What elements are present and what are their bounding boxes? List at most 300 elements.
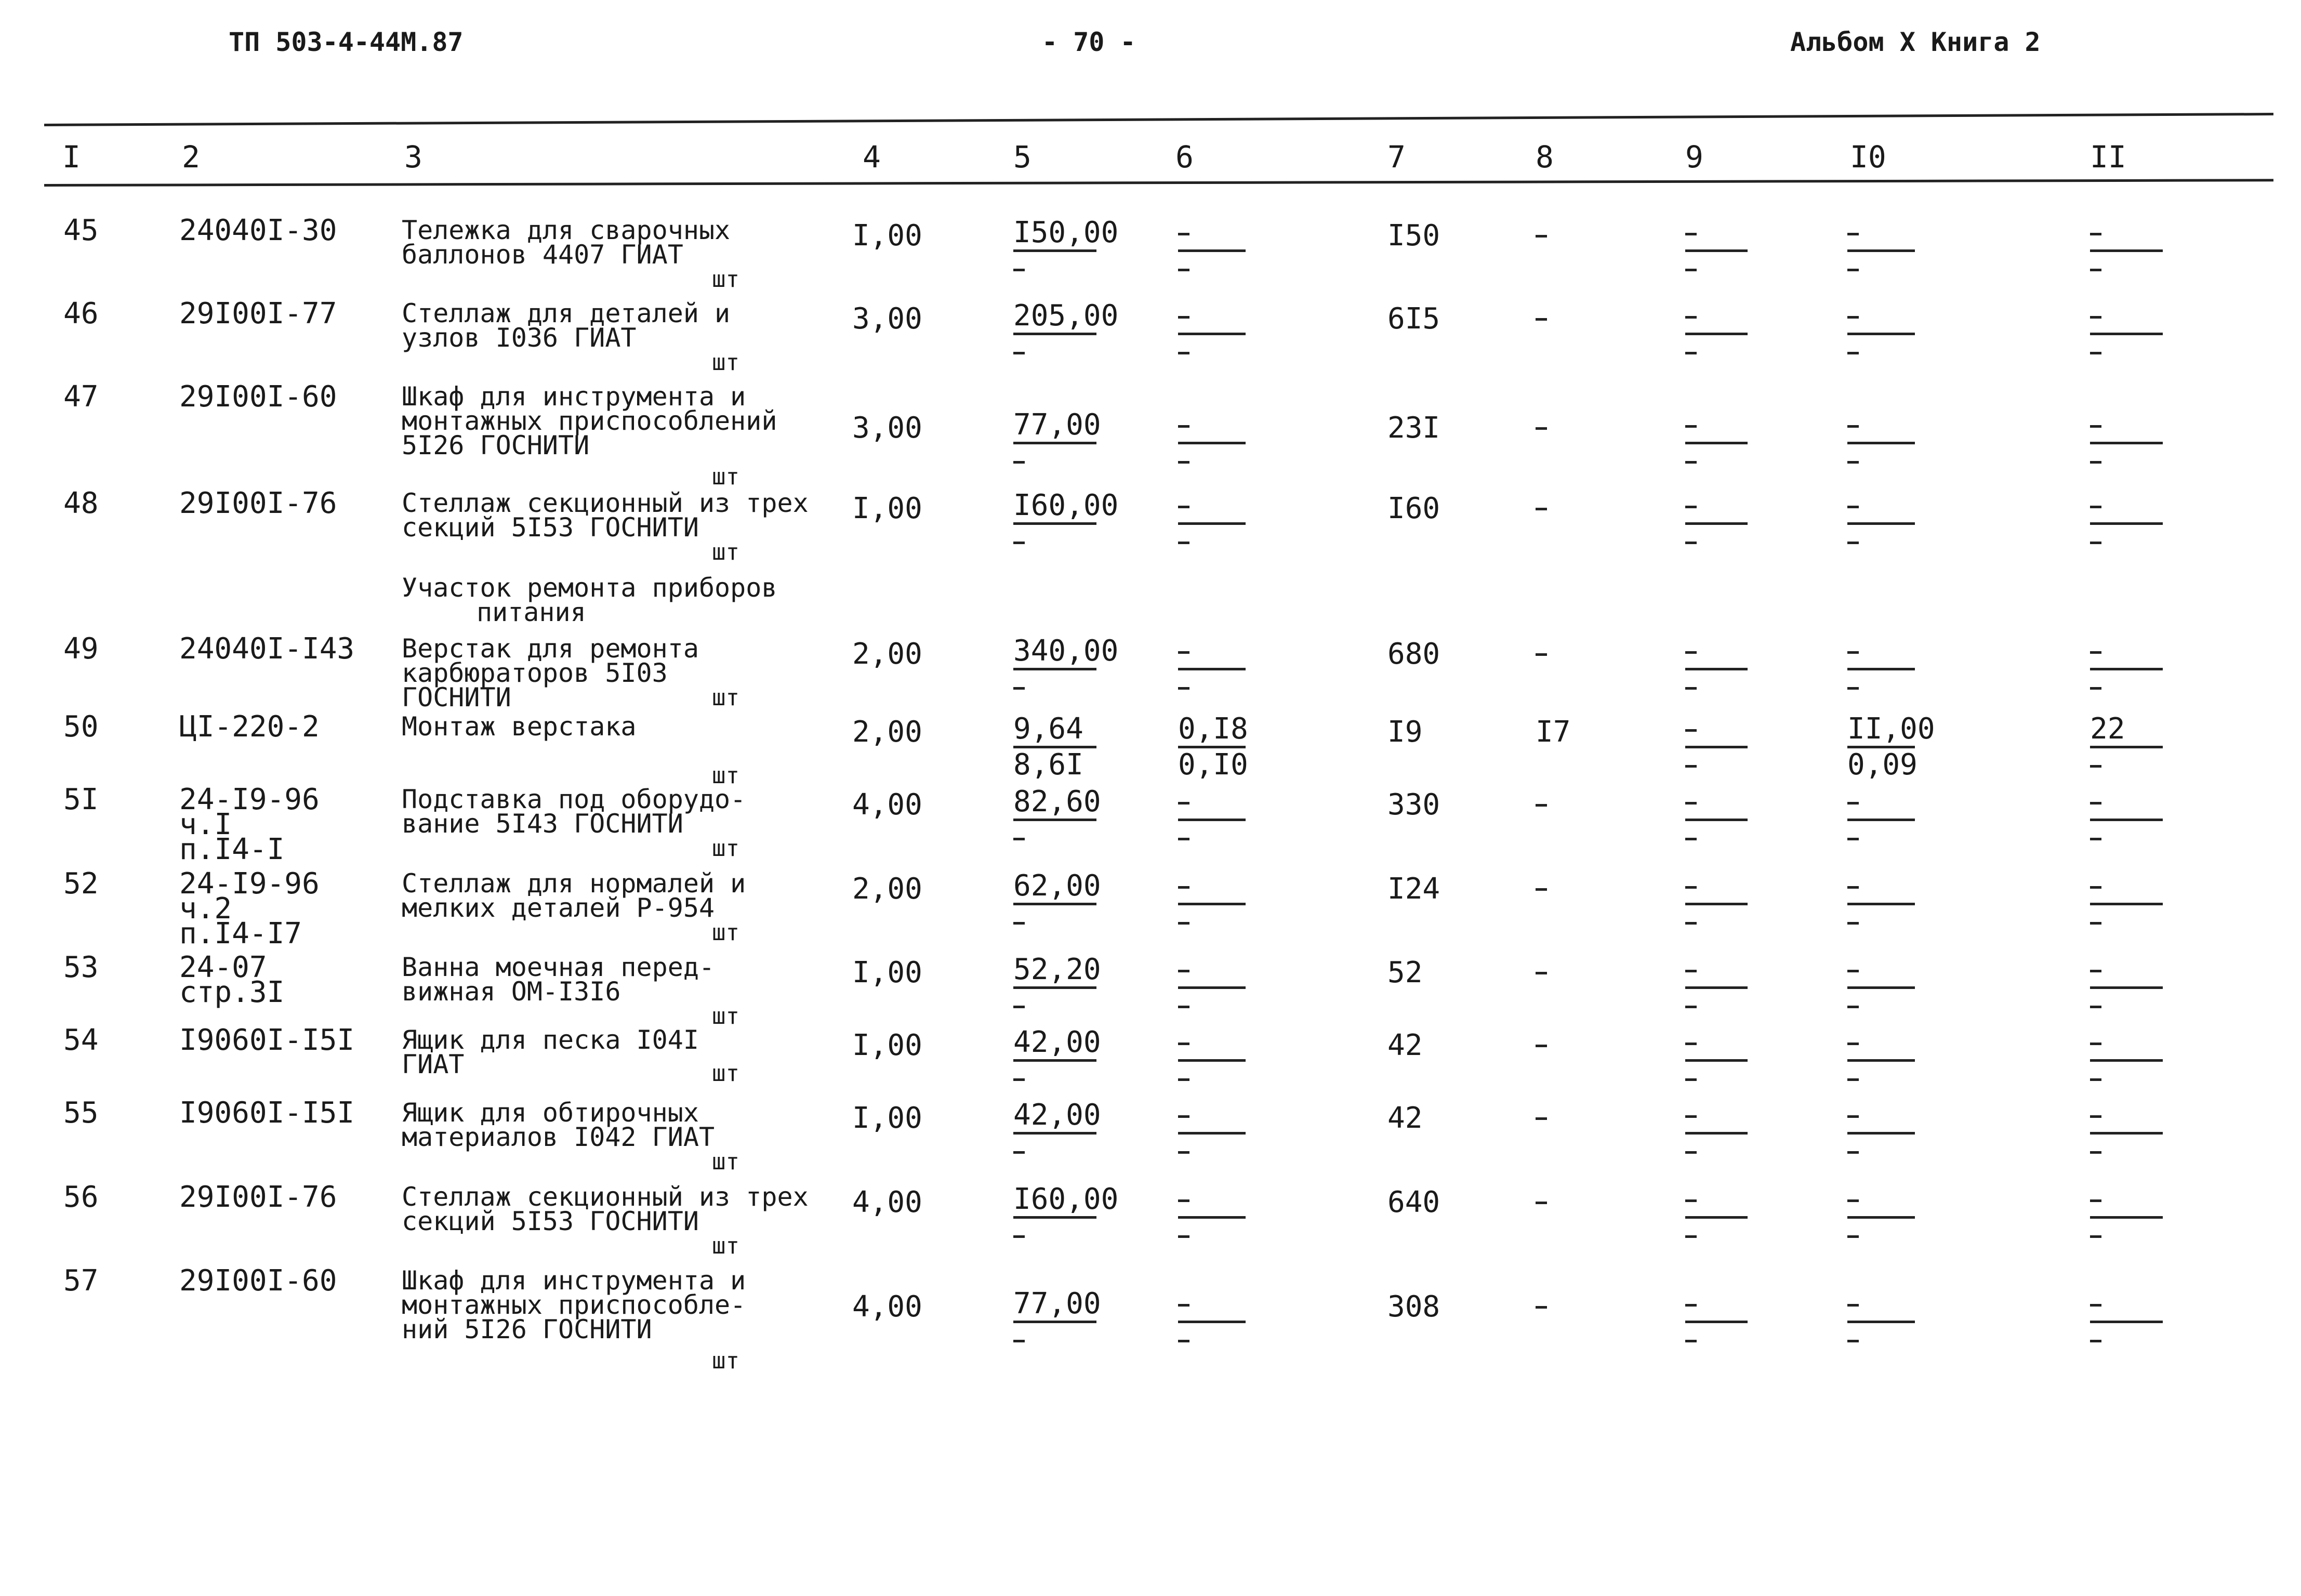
unit-price [1013,712,1096,782]
dash-mark [1685,1006,1697,1008]
dash-mark [1536,972,1547,974]
column-6-value-denominator [1178,335,1246,365]
total-cost: 6I5 [1387,302,1440,336]
column-8-value [1536,793,1547,795]
quantity: I,00 [852,219,922,253]
quantity: I,00 [852,1028,922,1062]
dash-mark [1013,352,1025,354]
table-header-rule [44,179,2273,187]
column-9-value [1685,218,1748,282]
dash-mark [1178,886,1189,889]
dash-mark [1847,1340,1859,1342]
dash-mark [1847,425,1859,428]
column-10-value-denominator [1847,989,1915,1019]
column-10-value-numerator [1847,872,1915,905]
section-title-line: Участок ремонта приборов [402,573,777,603]
item-name [402,1025,699,1079]
section-title [402,573,777,627]
unit-label: шт [712,266,739,293]
column-11-value-denominator [2090,1135,2163,1165]
unit-price [1013,1098,1101,1165]
catalog-code-line: ЦI-220-2 [179,710,320,744]
column-6-value-denominator [1178,1219,1246,1249]
item-name [402,1098,715,1152]
dash-mark [1178,1199,1189,1202]
item-name-line: Стеллаж секционный из трех [402,488,809,518]
dash-mark [1847,886,1859,889]
dash-mark [1685,838,1697,840]
column-9-value-numerator [1685,637,1748,670]
column-11-value [2090,491,2163,555]
dash-mark [1536,1202,1547,1204]
catalog-code [179,1264,337,1298]
catalog-code [179,1180,337,1214]
column-8-value: I7 [1536,715,1571,749]
dash-mark [1685,886,1697,889]
column-10-value [1847,1185,1915,1249]
column-11-value-numerator [2090,301,2163,335]
row-number: 57 [63,1264,99,1298]
unit-price-denominator [1013,252,1096,282]
item-name-line: монтажных приспособлений [402,406,777,436]
column-8-value [1536,1033,1547,1036]
column-10-value [1847,955,1915,1019]
column-11-value [2090,637,2163,701]
dash-mark [1685,1304,1697,1307]
column-header-8: 8 [1536,139,1554,175]
dash-mark [1013,269,1025,271]
column-11-value [2090,411,2163,474]
column-header-5: 5 [1013,139,1032,175]
row-number: 50 [63,710,99,744]
column-10-value [1847,637,1915,701]
unit-label: шт [712,464,739,490]
dash-mark [1178,506,1189,508]
dash-mark [2090,269,2101,271]
dash-mark [1685,1199,1697,1202]
item-name-line: Верстак для ремонта [402,634,699,664]
dash-mark [1847,233,1859,235]
unit-price [1013,634,1119,701]
column-8-value [1536,877,1547,879]
column-9-value-numerator [1685,1185,1748,1219]
column-10-value [1847,218,1915,282]
dash-mark [1178,1115,1189,1118]
column-6-value-numerator [1178,218,1246,252]
row-number: 56 [63,1180,99,1214]
dash-mark [1178,352,1189,354]
item-name [402,711,637,742]
dash-mark [1178,316,1189,319]
dash-mark [1847,1235,1859,1238]
quantity: 2,00 [852,715,922,749]
column-6-value-numerator [1178,955,1246,989]
column-6-value-denominator [1178,525,1246,555]
column-11-value-denominator [2090,252,2163,282]
column-11-value-numerator [2090,955,2163,989]
column-6-value-numerator [1178,637,1246,670]
column-10-value-numerator [1847,1185,1915,1219]
column-11-value-denominator [2090,525,2163,555]
unit-label: шт [712,1003,739,1030]
column-6-value-numerator [1178,301,1246,335]
dash-mark [1536,318,1547,321]
dash-mark [2090,1235,2101,1238]
column-9-value-numerator [1685,787,1748,821]
column-6-value-denominator [1178,905,1246,935]
row-number: 45 [63,214,99,247]
quantity: I,00 [852,492,922,525]
dash-mark [2090,970,2101,972]
unit-label: шт [712,1060,739,1087]
column-10-value-numerator [1847,411,1915,444]
column-9-value [1685,955,1748,1019]
dash-mark [1847,651,1859,654]
quantity: 4,00 [852,1185,922,1219]
dash-mark [1685,506,1697,508]
page-number: - 70 - [1042,27,1136,57]
dash-mark [1685,1235,1697,1238]
column-9-value-numerator [1685,1028,1748,1062]
unit-price [1013,1182,1119,1249]
item-name-line: Стеллаж секционный из трех [402,1182,809,1212]
row-number: 55 [63,1096,99,1130]
dash-mark [2090,352,2101,354]
column-9-value-numerator [1685,491,1748,525]
column-6-value-denominator [1178,1323,1246,1353]
column-9-value [1685,787,1748,851]
row-number: 46 [63,297,99,331]
row-number: 5I [63,783,99,816]
catalog-code-line: 29I00I-77 [179,297,337,331]
dash-mark [1685,1078,1697,1081]
unit-price-denominator [1013,444,1096,474]
item-name [402,784,746,839]
dash-mark [2090,1304,2101,1307]
column-10-value [1847,712,1935,782]
column-11-value-denominator [2090,905,2163,935]
dash-mark [2090,886,2101,889]
column-6-value-numerator [1178,1028,1246,1062]
dash-mark [1013,838,1025,840]
column-10-value-denominator [1847,1323,1915,1353]
total-cost: I50 [1387,219,1440,253]
item-name [402,1182,809,1236]
item-name-line: вижная ОМ-I3I6 [402,977,621,1007]
column-6-value-numerator [1178,1289,1246,1323]
row-number: 49 [63,632,99,666]
item-name [402,488,809,543]
dash-mark [1847,1151,1859,1154]
column-10-value-denominator [1847,821,1915,851]
unit-price-denominator [1013,905,1096,935]
dash-mark [2090,802,2101,804]
total-cost: I9 [1387,715,1423,749]
item-name [402,1265,746,1344]
dash-mark [1847,542,1859,544]
column-6-value [1178,955,1246,1019]
unit-price [1013,299,1119,365]
column-8-value [1536,307,1547,309]
dash-mark [1685,1340,1697,1342]
column-6-value [1178,1289,1246,1353]
unit-price [1013,489,1119,555]
unit-label: шт [712,684,739,711]
dash-mark [2090,461,2101,464]
dash-mark [1178,425,1189,428]
item-name-line: Ящик для обтирочных [402,1098,699,1128]
column-10-value-denominator: 0,09 [1847,748,1917,782]
dash-mark [1536,653,1547,656]
dash-mark [2090,1115,2101,1118]
column-6-value [1178,301,1246,365]
column-11-value-numerator [2090,411,2163,444]
column-9-value-numerator [1685,955,1748,989]
dash-mark [2090,765,2101,768]
unit-price-denominator [1013,525,1096,555]
column-9-value-denominator [1685,1219,1748,1249]
unit-price-denominator [1013,989,1096,1019]
dash-mark [1847,269,1859,271]
dash-mark [1178,838,1189,840]
column-11-value-denominator [2090,335,2163,365]
column-8-value [1536,1106,1547,1109]
catalog-code-line: I9060I-I5I [179,1023,355,1057]
item-name-line: секций 5I53 ГОСНИТИ [402,512,699,543]
column-9-value-denominator [1685,1062,1748,1092]
total-cost: 52 [1387,956,1423,990]
column-9-value-denominator [1685,748,1748,779]
catalog-code-line: 29I00I-60 [179,1264,337,1298]
dash-mark [2090,1078,2101,1081]
item-name-line: вание 5I43 ГОСНИТИ [402,809,683,839]
dash-mark [1685,687,1697,690]
unit-price [1013,869,1101,935]
total-cost: 42 [1387,1028,1423,1062]
dash-mark [1178,651,1189,654]
unit-price-denominator [1013,1219,1096,1249]
catalog-code-line: стр.3I [179,975,285,1009]
column-11-value [2090,712,2163,779]
unit-price-numerator: 77,00 [1013,411,1096,444]
dash-mark [1178,1078,1189,1081]
dash-mark [1685,461,1697,464]
column-10-value-numerator: II,00 [1847,715,1915,748]
column-6-value [1178,637,1246,701]
column-9-value-denominator [1685,335,1748,365]
dash-mark [1536,1306,1547,1309]
dash-mark [1178,922,1189,925]
column-11-value [2090,218,2163,282]
dash-mark [2090,838,2101,840]
column-10-value [1847,1289,1915,1353]
row-number: 47 [63,380,99,414]
column-11-value [2090,1028,2163,1092]
column-6-value-numerator [1178,1101,1246,1135]
dash-mark [1178,802,1189,804]
column-10-value-denominator [1847,1062,1915,1092]
dash-mark [1685,269,1697,271]
item-name-line: ГОСНИТИ [402,682,511,713]
unit-price-numerator: 205,00 [1013,301,1096,335]
column-10-value-numerator [1847,955,1915,989]
dash-mark [2090,316,2101,319]
column-6-value-numerator [1178,1185,1246,1219]
column-9-value [1685,301,1748,365]
catalog-code-line: 29I00I-76 [179,1180,337,1214]
unit-label: шт [712,1233,739,1259]
unit-price-numerator: 52,20 [1013,955,1096,989]
item-name-line: материалов I042 ГИАТ [402,1122,715,1152]
dash-mark [1178,1304,1189,1307]
column-10-value-numerator [1847,787,1915,821]
dash-mark [1013,922,1025,925]
catalog-code [179,486,337,520]
dash-mark [1685,802,1697,804]
dash-mark [2090,1340,2101,1342]
dash-mark [1536,888,1547,891]
column-6-value-denominator [1178,252,1246,282]
dash-mark [1178,1043,1189,1045]
column-6-value [1178,872,1246,935]
item-name-line: Тележка для сварочных [402,215,731,245]
catalog-code [179,867,320,951]
unit-price [1013,1025,1101,1092]
dash-mark [1847,316,1859,319]
column-8-value [1536,642,1547,644]
catalog-code [179,783,320,866]
dash-mark [1536,1045,1547,1047]
dash-mark [1178,1006,1189,1008]
column-10-value-denominator [1847,905,1915,935]
dash-mark [1178,970,1189,972]
column-9-value-numerator [1685,715,1748,748]
dash-mark [1847,970,1859,972]
column-8-value [1536,496,1547,499]
item-name-line: секций 5I53 ГОСНИТИ [402,1206,699,1236]
quantity: 2,00 [852,872,922,906]
item-name-line: баллонов 4407 ГИАТ [402,240,683,270]
total-cost: I60 [1387,492,1440,525]
item-name-line: узлов I036 ГИАТ [402,323,637,353]
total-cost: I24 [1387,872,1440,906]
catalog-code [179,951,285,1009]
column-6-value [1178,1028,1246,1092]
document-code: ТП 503-4-44М.87 [229,27,464,57]
unit-label: шт [712,1149,739,1175]
dash-mark [1685,233,1697,235]
column-10-value-numerator [1847,1028,1915,1062]
unit-price-numerator: 42,00 [1013,1101,1096,1135]
catalog-code [179,1096,355,1130]
dash-mark [1847,1304,1859,1307]
dash-mark [1536,804,1547,807]
quantity: 3,00 [852,411,922,445]
column-6-value-denominator [1178,1135,1246,1165]
column-9-value-denominator [1685,905,1748,935]
column-6-value [1178,411,1246,474]
catalog-code [179,297,337,331]
column-6-value [1178,712,1248,782]
column-6-value-numerator [1178,787,1246,821]
catalog-code-line: 24-07 [179,951,267,984]
unit-price [1013,953,1101,1019]
dash-mark [2090,1043,2101,1045]
unit-price-numerator: I50,00 [1013,218,1096,252]
column-11-value-numerator [2090,1028,2163,1062]
unit-price-denominator [1013,670,1096,701]
unit-price [1013,1287,1101,1353]
dash-mark [1013,1340,1025,1342]
album-label: Альбом X Книга 2 [1790,27,2041,57]
column-11-value-numerator [2090,218,2163,252]
column-9-value [1685,872,1748,935]
unit-price-numerator: 62,00 [1013,872,1096,905]
column-6-value-numerator [1178,872,1246,905]
column-11-value-numerator [2090,1101,2163,1135]
column-11-value [2090,787,2163,851]
dash-mark [1847,1043,1859,1045]
dash-mark [1013,1151,1025,1154]
total-cost: 23I [1387,411,1440,445]
column-9-value-numerator [1685,1101,1748,1135]
column-10-value-numerator [1847,1289,1915,1323]
item-name [402,868,746,923]
dash-mark [2090,1199,2101,1202]
quantity: I,00 [852,1101,922,1135]
dash-mark [2090,1151,2101,1154]
column-9-value [1685,637,1748,701]
item-name [402,298,731,353]
catalog-code [179,632,355,666]
unit-price [1013,216,1119,282]
dash-mark [1847,802,1859,804]
catalog-code-line: 24040I-I43 [179,632,355,666]
dash-mark [2090,506,2101,508]
row-number: 48 [63,486,99,520]
column-9-value-numerator [1685,301,1748,335]
column-header-6: 6 [1175,139,1194,175]
unit-price-numerator: 340,00 [1013,637,1096,670]
column-6-value-denominator [1178,989,1246,1019]
column-11-value [2090,872,2163,935]
dash-mark [1178,233,1189,235]
dash-mark [1685,425,1697,428]
column-11-value-denominator [2090,670,2163,701]
dash-mark [1685,651,1697,654]
column-11-value [2090,955,2163,1019]
catalog-code-line: 24-I9-96 [179,783,320,816]
dash-mark [1685,729,1697,732]
column-10-value-numerator [1847,1101,1915,1135]
column-9-value-denominator [1685,1323,1748,1353]
quantity: 4,00 [852,788,922,822]
total-cost: 640 [1387,1185,1440,1219]
unit-label: шт [712,835,739,862]
item-name-line: мелких деталей Р-954 [402,893,715,923]
item-name [402,952,715,1007]
catalog-code-line: п.I4-I7 [179,917,302,951]
dash-mark [1536,235,1547,238]
column-6-value-denominator [1178,821,1246,851]
column-10-value-denominator [1847,1219,1915,1249]
column-8-value [1536,223,1547,226]
column-9-value-numerator [1685,1289,1748,1323]
dash-mark [2090,542,2101,544]
dash-mark [2090,922,2101,925]
column-10-value-numerator [1847,491,1915,525]
unit-label: шт [712,919,739,946]
